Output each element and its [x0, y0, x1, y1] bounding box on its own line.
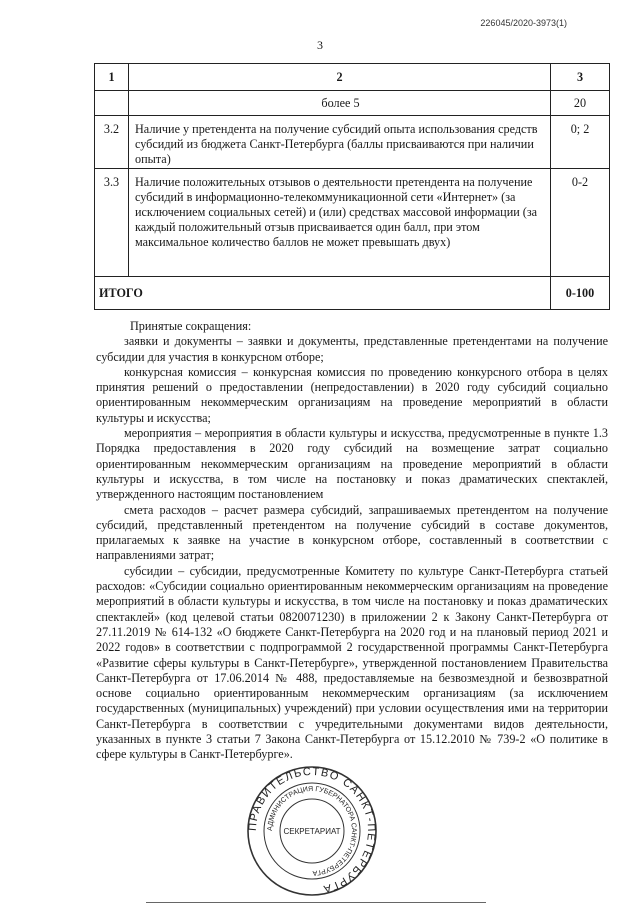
- header-cell-2: 2: [129, 64, 551, 91]
- header-cell-1: 1: [95, 64, 129, 91]
- total-label: ИТОГО: [95, 277, 551, 310]
- table-row: [95, 116, 610, 169]
- abbreviations-heading: Принятые сокращения:: [130, 319, 252, 333]
- table-total-row: [95, 277, 610, 310]
- abbreviation-paragraph: заявки и документы – заявки и документы, представленные претендентами на получение субсидии для участия в конкурсном отборе;: [96, 334, 608, 364]
- abbreviation-paragraph: конкурсная комиссия – конкурсная комиссия по проведению конкурсного отбора в целях принятия решений о предоставлении (непредоставлении) в 2020 году субсидий социально ориентированным некоммерческим организациям на проведение мероприятий в области культуры и искусства;: [96, 364, 608, 425]
- seal-inner-text: АДМИНИСТРАЦИЯ ГУБЕРНАТОРА САНКТ-ПЕТЕРБУРГА: [266, 785, 358, 877]
- seal-center-text: СЕКРЕТАРИАТ: [283, 827, 341, 836]
- table-header-row: [95, 64, 610, 91]
- criterion-text-cell: Наличие положительных отзывов о деятельности претендента на получение субсидий в информационно-телекоммуникационной сети «Интернет» (за исключением социальных сетей) и (или) средствах массовой информации (за каждый положительный отзыв присваивается один балл, при этом максимальное количество баллов не может превышать двух): [129, 169, 551, 277]
- document-id: 226045/2020-3973(1): [480, 18, 567, 28]
- abbreviations-section: [96, 319, 608, 763]
- page-bottom-rule: [146, 902, 486, 903]
- row-number-cell: 3.2: [95, 116, 129, 169]
- score-cell: 20: [551, 91, 610, 116]
- row-number-cell: [95, 91, 129, 116]
- abbreviation-paragraph: мероприятия – мероприятия в области культуры и искусства, предусмотренные в пункте 1.3 Порядка предоставления в 2020 году субсидий на возмещение затрат социально ориентированным некоммерческим организациям на проведение мероприятий в области культуры и искусства, в том числе на постановку и показ драматических спектаклей, утвержденного настоящим постановлением: [96, 426, 608, 502]
- criterion-text-cell: Наличие у претендента на получение субсидий опыта использования средств субсидий из бюджета Санкт-Петербурга (баллы присваиваются при наличии опыта): [129, 116, 551, 169]
- total-value: 0-100: [551, 277, 610, 310]
- official-seal: [246, 765, 378, 897]
- criterion-text-cell: более 5: [129, 91, 551, 116]
- table-row: [95, 91, 610, 116]
- table-row: [95, 169, 610, 277]
- seal-outer-text: ПРАВИТЕЛЬСТВО САНКТ-ПЕТЕРБУРГА: [246, 765, 378, 896]
- header-cell-3: 3: [551, 64, 610, 91]
- abbreviation-paragraph: смета расходов – расчет размера субсидий, запрашиваемых претендентом на получение субсидий, представленный претендентом на получение субсидий в составе документов, прилагаемых к заявке на участие в конкурсном отборе, составленный в соответствии с направлениями затрат;: [96, 502, 608, 563]
- page-number: 3: [317, 38, 323, 52]
- criteria-table: [94, 63, 610, 310]
- score-cell: 0; 2: [551, 116, 610, 169]
- score-cell: 0-2: [551, 169, 610, 277]
- row-number-cell: 3.3: [95, 169, 129, 277]
- abbreviation-paragraph: субсидии – субсидии, предусмотренные Комитету по культуре Санкт-Петербурга статьей расходов: «Субсидии социально ориентированным некоммерческим организациям на проведение мероприятий в области культуры и искусства, в том числе на постановку и показ драматических спектаклей» (код целевой статьи 0820071230) в приложении 2 к Закону Санкт-Петербурга от 27.11.2019 № 614-132 «О бюджете Санкт-Петербурга на 2020 год и на плановый период 2021 и 2022 годов» в соответствии с подпрограммой 2 государственной программы Санкт-Петербурга «Развитие сферы культуры в Санкт-Петербурге», утвержденной постановлением Правительства Санкт-Петербурга от 17.06.2014 № 488, предоставляемые на безвозмездной и безвозвратной основе социально ориентированным некоммерческим организациям (за исключением государственных (муниципальных) учреждений) при условии осуществления ими на территории Санкт-Петербурга в соответствии с учредительными документами видов деятельности, указанных в пункте 3 статьи 7 Закона Санкт-Петербурга от 15.12.2010 № 739-2 «О политике в сфере культуры в Санкт-Петербурге».: [96, 563, 608, 762]
